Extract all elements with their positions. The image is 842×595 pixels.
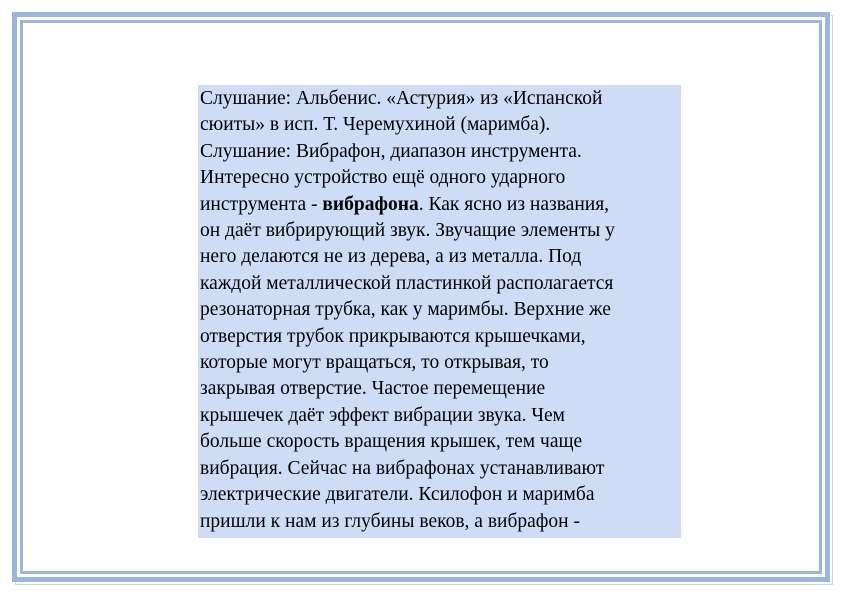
text-line: Слушание: Альбенис. «Астурия» из «Испанской bbox=[200, 88, 603, 109]
text-line: которые могут вращаться, то открывая, то bbox=[200, 352, 549, 374]
text-line: закрывая отверстие. Частое перемещение bbox=[200, 378, 546, 400]
text-fragment: . Как ясно из названия, bbox=[418, 193, 610, 215]
text-fragment: инструмента - bbox=[200, 193, 323, 215]
text-line: каждой металлической пластинкой располагается bbox=[200, 272, 614, 294]
text-line: больше скорость вращения крышек, тем чаще bbox=[200, 431, 583, 453]
text-line: Интересно устройство ещё одного ударного bbox=[200, 167, 566, 189]
text-line: вибрация. Сейчас на вибрафонах устанавливают bbox=[200, 457, 605, 479]
text-line: электрические двигатели. Ксилофон и маримба bbox=[200, 484, 595, 506]
bold-term-vibraphone: вибрафона bbox=[322, 193, 419, 215]
text-line: сюиты» в исп. Т. Черемухиной (маримба). bbox=[200, 114, 551, 136]
text-line: пришли к нам из глубины веков, а вибрафон - bbox=[200, 510, 580, 532]
text-line: Слушание: Вибрафон, диапазон инструмента. bbox=[200, 140, 582, 162]
text-line: него делаются не из дерева, а из металла. Под bbox=[200, 246, 582, 268]
text-line: крышечек даёт эффект вибрации звука. Чем bbox=[200, 404, 566, 426]
text-line: отверстия трубок прикрываются крышечками, bbox=[200, 325, 586, 347]
text-line: резонаторная трубка, как у маримбы. Верхние же bbox=[200, 299, 611, 321]
text-block bbox=[198, 85, 681, 538]
text-line: он даёт вибрирующий звук. Звучащие элементы у bbox=[200, 220, 615, 242]
text-line-with-bold bbox=[200, 192, 679, 218]
